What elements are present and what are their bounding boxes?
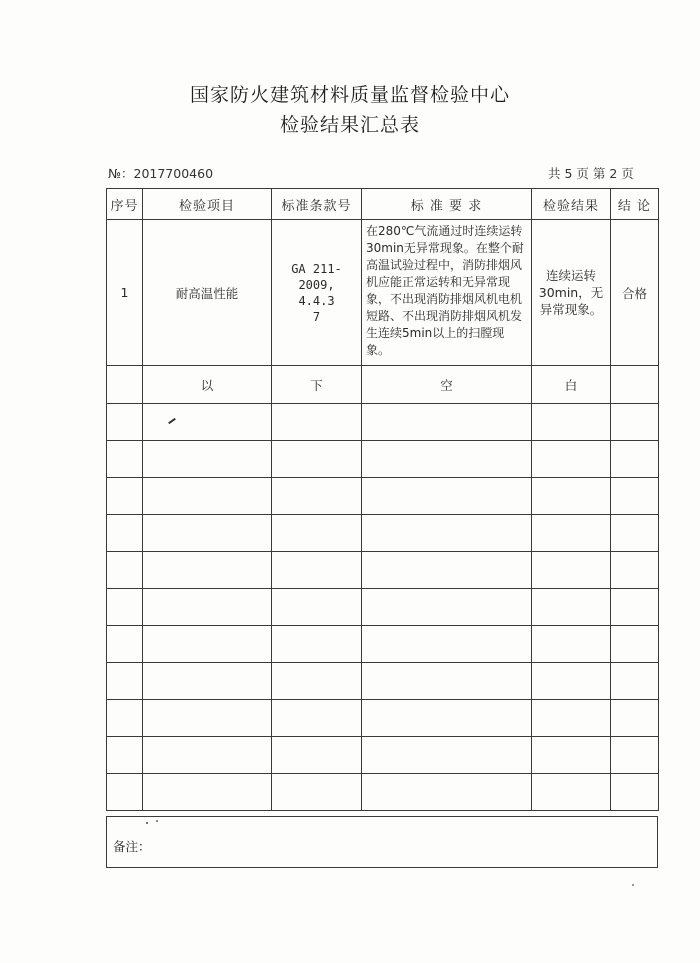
- row-conclusion: 合格: [611, 220, 659, 366]
- table-row: [107, 478, 659, 515]
- table-row: [107, 552, 659, 589]
- col-header-clause: 标准条款号: [272, 189, 362, 220]
- table-row: [107, 515, 659, 552]
- blank-note-char: 白: [532, 366, 611, 404]
- table-row: [107, 589, 659, 626]
- blank-note-row: [107, 366, 659, 404]
- clause-line: 2009,: [298, 277, 335, 292]
- table-header-row: [107, 189, 659, 220]
- col-header-conclusion: 结 论: [611, 189, 659, 220]
- scan-speck: [632, 884, 634, 886]
- row-index: 1: [107, 220, 143, 366]
- table-row: [107, 774, 659, 811]
- report-number: №：2017700460: [108, 166, 214, 181]
- table-row: [107, 700, 659, 737]
- clause-line: GA 211-: [291, 261, 342, 276]
- blank-note-char: 下: [272, 366, 362, 404]
- col-header-item: 检验项目: [143, 189, 272, 220]
- document-title: 国家防火建筑材料质量监督检验中心: [189, 84, 510, 106]
- clause-line: 4.4.3: [298, 293, 335, 308]
- table-row: [107, 663, 659, 700]
- clause-line: 7: [312, 309, 321, 324]
- table-row: [107, 404, 659, 441]
- table-row: [107, 737, 659, 774]
- page-indicator: 共 5 页 第 2 页: [548, 166, 634, 181]
- remark-label: 备注：: [113, 839, 151, 854]
- row-result: 连续运转30min，无异常现象。: [532, 220, 611, 366]
- table-row: [107, 626, 659, 663]
- col-header-result: 检验结果: [532, 189, 611, 220]
- row-clause: [272, 220, 362, 366]
- row-requirement: 在280℃气流通过时连续运转30min无异常现象。在整个耐高温试验过程中，消防排烟风机应能正常运转和无异常现象，不出现消防排烟风机电机短路、不出现消防排烟风机发生连续5min以上的扫膛现象。: [362, 220, 532, 366]
- table-row: [107, 441, 659, 478]
- remark-box: [106, 816, 658, 868]
- col-header-requirement: 标 准 要 求: [362, 189, 532, 220]
- scan-speck: [146, 822, 148, 824]
- table-row: [107, 220, 659, 366]
- blank-note-char: 以: [143, 366, 272, 404]
- results-table: [106, 188, 659, 811]
- col-header-index: 序号: [107, 189, 143, 220]
- row-item: 耐高温性能: [143, 220, 272, 366]
- blank-note-char: 空: [362, 366, 532, 404]
- document-subtitle: 检验结果汇总表: [279, 114, 420, 136]
